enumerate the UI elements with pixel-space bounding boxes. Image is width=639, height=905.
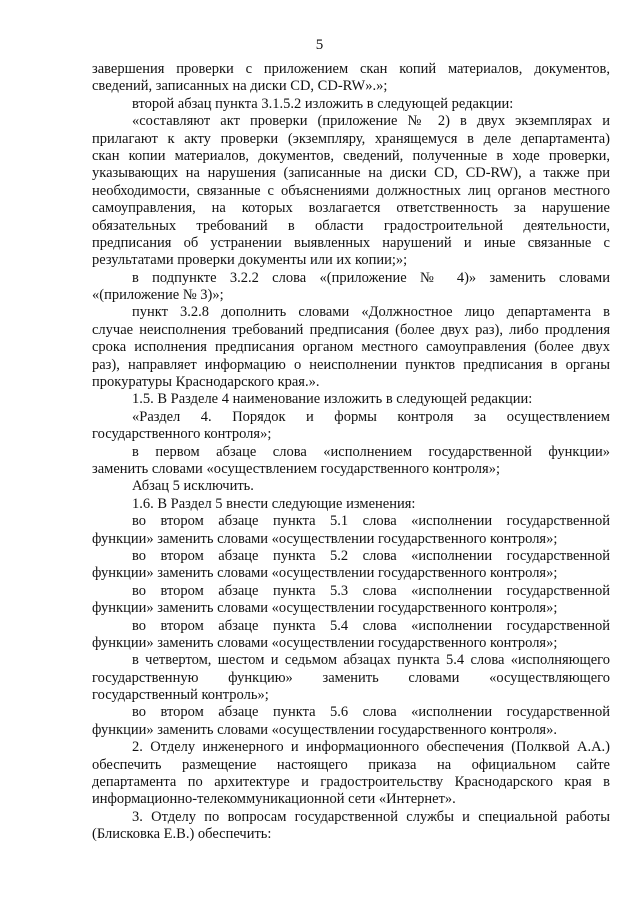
text-line: департамента по архитектуре и градостроительству Краснодарского края в — [92, 774, 610, 791]
text-line: заменить словами «осуществлением государственного контроля»; — [92, 460, 500, 477]
text-line: в первом абзаце слова «исполнением государственной функции» — [132, 443, 610, 460]
text-line: государственную функцию» заменить словами «осуществляющего — [92, 669, 610, 686]
text-line: необходимости, связанные с объяснениями должностных лиц органов местного — [92, 182, 610, 199]
text-line: предписания об устранении выявленных нарушений и иные связанные с — [92, 234, 610, 251]
text-line: раз), направляет информацию о неисполнении пунктов предписания в органы — [92, 356, 610, 373]
text-line: «(приложение № 3)»; — [92, 287, 224, 304]
text-line: функции» заменить словами «осуществлении государственного контроля»; — [92, 634, 558, 651]
text-line: срока исполнения предписания органом местного самоуправления (более двух — [92, 339, 610, 356]
text-line: обеспечить размещение настоящего приказа на официальном сайте — [92, 756, 610, 773]
text-line: скан копии материалов, документов, сведений, полученные в ходе проверки, — [92, 147, 610, 164]
document-body — [92, 61, 610, 844]
text-line: государственный контроль»; — [92, 687, 269, 704]
text-line: в четвертом, шестом и седьмом абзацах пункта 5.4 слова «исполняющего — [132, 652, 610, 669]
text-line: функции» заменить словами «осуществлении государственного контроля»; — [92, 530, 558, 547]
text-line: функции» заменить словами «осуществлении государственного контроля». — [92, 721, 557, 738]
text-line: обязательных требований в области градостроительной деятельности, — [92, 217, 610, 234]
text-line: «составляют акт проверки (приложение № 2) в двух экземплярах и — [132, 113, 610, 130]
text-line: завершения проверки с приложением скан копий материалов, документов, — [92, 61, 610, 77]
text-line: во втором абзаце пункта 5.1 слова «исполнении государственной — [132, 513, 610, 530]
text-line: во втором абзаце пункта 5.4 слова «исполнении государственной — [132, 617, 610, 634]
text-line: во втором абзаце пункта 5.2 слова «исполнении государственной — [132, 547, 610, 564]
text-line: указывающих на нарушения (записанные на диски CD, CD-RW), а также при — [92, 165, 610, 182]
text-line: пункт 3.2.8 дополнить словами «Должностное лицо департамента в — [132, 304, 610, 321]
text-line: функции» заменить словами «осуществлении государственного контроля»; — [92, 565, 558, 582]
text-line: 2. Отделу инженерного и информационного обеспечения (Полквой А.А.) — [132, 739, 610, 756]
text-line: второй абзац пункта 3.1.5.2 изложить в следующей редакции: — [132, 95, 514, 112]
text-line: (Блисковка Е.В.) обеспечить: — [92, 826, 272, 843]
text-line: самоуправления, на которых возлагается ответственность за нарушение — [92, 200, 610, 217]
text-line: результатами проверки документы или их копии;»; — [92, 252, 408, 269]
text-line: государственного контроля»; — [92, 426, 272, 443]
text-line: во втором абзаце пункта 5.3 слова «исполнении государственной — [132, 582, 610, 599]
text-line: функции» заменить словами «осуществлении государственного контроля»; — [92, 600, 558, 617]
text-line: сведений, записанных на диски CD, CD-RW».»; — [92, 78, 388, 95]
text-line: 1.5. В Разделе 4 наименование изложить в следующей редакции: — [132, 391, 533, 408]
text-line: «Раздел 4. Порядок и формы контроля за осуществлением — [132, 408, 610, 425]
text-line: 3. Отделу по вопросам государственной службы и специальной работы — [132, 808, 610, 825]
text-line: в подпункте 3.2.2 слова «(приложение № 4)» заменить словами — [132, 269, 610, 286]
text-line: прокуратуры Краснодарского края.». — [92, 374, 320, 391]
text-line: случае неисполнения требований предписания (более двух раз), либо продления — [92, 321, 610, 338]
text-line: 1.6. В Раздел 5 внести следующие изменения: — [132, 495, 416, 512]
text-line: во втором абзаце пункта 5.6 слова «исполнении государственной — [132, 704, 610, 721]
text-line: Абзац 5 исключить. — [132, 478, 254, 495]
page-number: 5 — [315, 37, 324, 53]
text-line: информационно-телекоммуникационной сети «Интернет». — [92, 791, 456, 808]
text-line: прилагают к акту проверки (экземпляру, хранящемуся в деле департамента) — [92, 130, 610, 147]
